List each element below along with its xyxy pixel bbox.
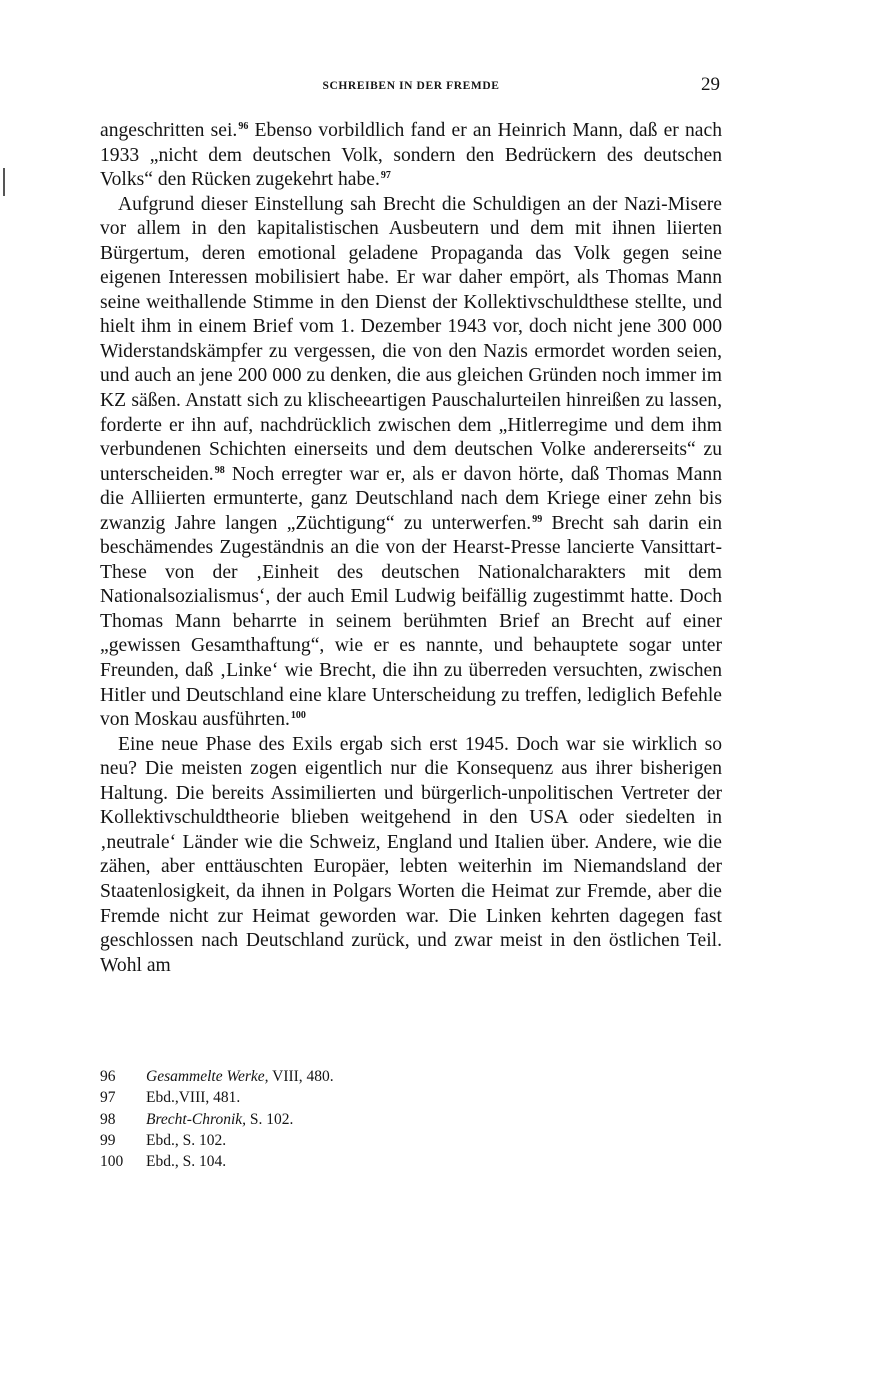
footnote <box>100 1087 722 1108</box>
footnote-ref: 96 <box>238 121 249 132</box>
footnote-number: 97 <box>100 1089 116 1107</box>
text-run: angeschritten sei. <box>100 120 238 141</box>
footnote <box>100 1151 722 1172</box>
footnote-title: Brecht-Chronik, <box>146 1110 247 1128</box>
page-header <box>100 74 722 100</box>
footnote-ref: 98 <box>214 464 225 476</box>
footnote-rest: Ebd., S. 104. <box>146 1153 227 1171</box>
footnote-ref: 99 <box>532 513 543 525</box>
footnote-text <box>146 1066 334 1087</box>
text-run: Eine neue Phase des Exils ergab sich erst 1945. Doch war sie wirklich so neu? Die meisten zogen eigentlich nur die Konsequenz aus ihrer bisherigen Haltung. Die bereits Assimilierten und bürgerlich-unpolitischen Vertreter der Kollektivschuldtheorie blieben weitgehend in den USA oder siedelten in ‚neutrale‘ Länder wie die Schweiz, England und Italien über. Andere, wie die zähen, aber enttäuschten Europäer, lebten weiterhin im Niemandsland der Staatenlosigkeit, da ihnen in Polgars Worten die Heimat zur Fremde, aber die Fremde nicht zur Heimat geworden war. Die Linken kehrten dagegen fast geschlossen nach Deutschland zurück, und zwar meist in den östlichen Teil. Wohl am <box>100 733 722 976</box>
running-head: SCHREIBEN IN DER FREMDE <box>322 80 500 92</box>
footnote-number: 99 <box>100 1131 116 1149</box>
paragraph-2 <box>100 193 722 733</box>
footnote-ref: 97 <box>380 170 391 182</box>
footnote-rest: S. 102. <box>246 1110 294 1128</box>
footnote-text <box>146 1109 293 1130</box>
body-text <box>100 119 722 978</box>
footnote-text <box>146 1130 226 1151</box>
footnote-title: Gesammelte Werke, <box>146 1068 269 1085</box>
footnote-number: 100 <box>100 1153 124 1171</box>
footnote-number: 98 <box>100 1110 116 1128</box>
text-run: Brecht sah darin ein beschämendes Zugeständnis an die von der Hearst-Presse lancierte Vansittart-These von der ‚Einheit des deutschen Nationalcharakters mit dem Nationalsozialismus‘, der auch Emil Ludwig beifällig zugestimmt hatte. Doch Thomas Mann beharrte in seinem berühmten Brief an Brecht auf einer „gewissen Gesamthaftung“, wie er es nannte, und behauptete sogar unter Freunden, daß ‚Linke‘ wie Brecht, die ihn zu überreden versuchten, zwischen Hitler und Deutschland eine klare Unterscheidung zu treffen, lediglich Befehle von Moskau ausführten. <box>100 512 723 731</box>
footnotes <box>100 1066 722 1172</box>
paragraph-3 <box>100 733 722 978</box>
footnote-text <box>146 1151 226 1172</box>
paragraph-1 <box>100 119 722 193</box>
text-run: Noch erregter war er, als er davon hörte, daß Thomas Mann die Alliierten ermunterte, ganz Deutschland nach dem Kriege einer zehn bis zwanzig Jahre langen „Züchtigung“ zu unterwerfen. <box>100 463 722 534</box>
footnote <box>100 1066 722 1087</box>
footnote-number: 96 <box>100 1068 116 1085</box>
footnote <box>100 1130 722 1151</box>
text-run: Ebenso vorbildlich fand er an Heinrich Mann, daß er nach 1933 „nicht dem deutschen Volk, sondern den Bedrückern des deutschen Volks“ den Rücken zugekehrt habe. <box>100 120 722 191</box>
margin-mark <box>3 168 5 196</box>
footnote-rest: Ebd.,VIII, 481. <box>146 1089 241 1107</box>
footnote-text <box>146 1087 240 1108</box>
footnote-rest: Ebd., S. 102. <box>146 1131 227 1149</box>
footnote-rest: VIII, 480. <box>268 1068 334 1085</box>
footnote-ref: 100 <box>290 710 306 722</box>
footnote <box>100 1109 722 1130</box>
page-number: 29 <box>701 74 720 95</box>
text-run: Aufgrund dieser Einstellung sah Brecht die Schuldigen an der Nazi-Misere vor allem in den kapitalistischen Ausbeutern und dem mit ihnen liierten Bürgertum, deren emotional geladene Propaganda das Volk gegen seine eigenen Interessen mobilisiert habe. Er war daher empört, als Thomas Mann seine weithallende Stimme in den Dienst der Kollektivschuldthese stellte, und hielt ihm in einem Brief vom 1. Dezember 1943 vor, doch nicht jene 300 000 Widerstandskämpfer zu vergessen, die von den Nazis ermordet worden seien, und auch an jene 200 000 zu denken, die aus gleichen Gründen noch immer im KZ säßen. Anstatt sich zu klischeeartigen Pauschalurteilen hinreißen zu lassen, forderte er ihn auf, nachdrücklich zwischen dem „Hitlerregime und dem ihm verbundenen Schichten einerseits und dem deutschen Volke andererseits“ zu unterscheiden. <box>100 193 722 485</box>
